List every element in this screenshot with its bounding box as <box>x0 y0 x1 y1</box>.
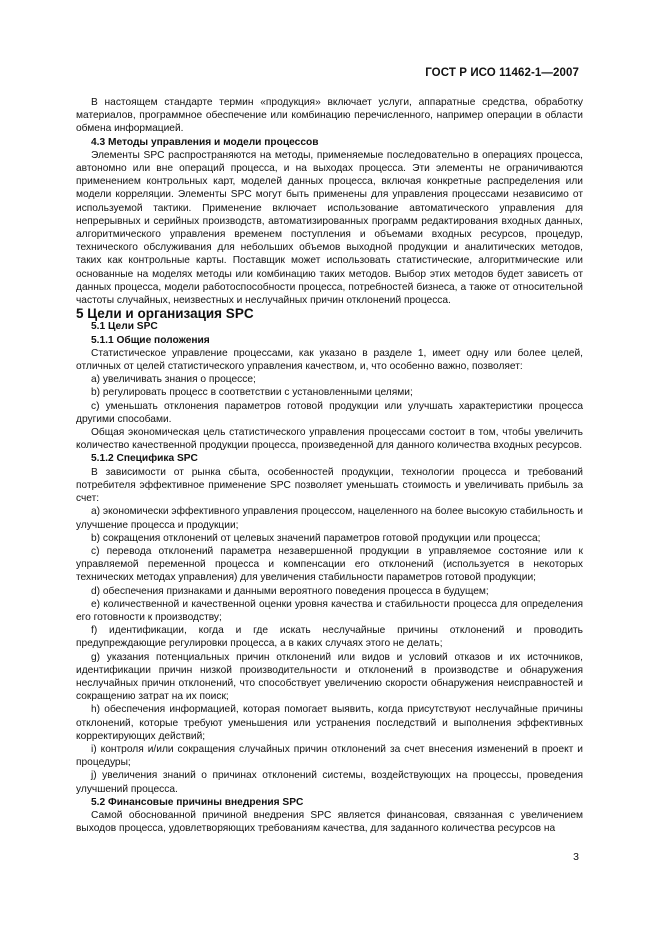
list-item: j) увеличения знаний о причинах отклонений системы, воздействующих на процессы, проведения улучшений процесса. <box>76 770 583 795</box>
list-item: g) указания потенциальных причин отклонений или видов и условий отказов и их источников, идентификации причин низкой производительности и отклонений в производстве и обнаружения неслучайных причин отклонений, что способствует увеличению скорости обнаружения неисправностей и сокращению затрат на их поиск; <box>76 651 583 703</box>
page-content <box>76 96 583 835</box>
list-item: d) обеспечения признаками и данными вероятного поведения процесса в будущем; <box>91 585 489 597</box>
subsection-heading: 5.1 Цели SPC <box>91 321 158 333</box>
subsection-heading: 5.1.2 Специфика SPC <box>91 453 198 465</box>
paragraph: В зависимости от рынка сбыта, особенностей продукции, технологии процесса и требований потребителя эффективное применение SPC позволяет уменьшать стоимость и увеличивать прибыль за счет: <box>76 466 583 505</box>
document-header: ГОСТ Р ИСО 11462-1—2007 <box>425 67 579 79</box>
list-item: b) сокращения отклонений от целевых значений параметров готовой продукции или процесса; <box>91 532 541 544</box>
page-number: 3 <box>573 851 579 863</box>
list-item: f) идентификации, когда и где искать неслучайные причины отклонений и проводить предупреждающие регулировки процесса, а в каких случаях этого не делать; <box>76 625 583 650</box>
paragraph: Самой обоснованной причиной внедрения SPC является финансовая, связанная с увеличением выходов процесса, удовлетворяющих требованиям качества, для заданного количества ресурсов на <box>76 809 583 835</box>
paragraph: В настоящем стандарте термин «продукция» включает услуги, аппаратные средства, обработку материалов, программное обеспечение или комбинацию перечисленного, например операции в области обмена информацией. <box>76 97 583 135</box>
list-item: h) обеспечения информацией, которая помогает выявить, когда присутствуют неслучайные причины отклонений, которые требуют уменьшения или устранения последствий и выполнения эффективных корректирующих действий; <box>76 704 583 742</box>
subsection-heading: 5.2 Финансовые причины внедрения SPC <box>91 796 304 808</box>
list-item: с) перевода отклонений параметра незавершенной продукции в управляемое состояние или к управляемой переменной процесса и компенсации его отклонений (используется в некоторых технических методах управления) для увеличения стабильности параметров готовой продукции; <box>76 545 583 584</box>
paragraph: Общая экономическая цель статистического управления процессами состоит в том, чтобы увеличить количество качественной продукции процесса, произведенной для данного количества входных ресурсов. <box>76 427 583 452</box>
list-item: е) количественной и качественной оценки уровня качества и стабильности процесса для определения его готовности к производству; <box>76 598 583 623</box>
list-item: с) уменьшать отклонения параметров готовой продукции или улучшать характеристики процесса другими способами. <box>76 400 583 425</box>
list-item: b) регулировать процесс в соответствии с установленными целями; <box>91 387 413 399</box>
subsection-heading: 4.3 Методы управления и модели процессов <box>91 136 319 148</box>
list-item: а) экономически эффективного управления процессом, нацеленного на более высокую стабильность и улучшение процесса и продукции; <box>76 506 583 531</box>
list-item: а) увеличивать знания о процессе; <box>91 374 256 386</box>
section-heading: 5 Цели и организация SPC <box>76 306 254 322</box>
list-item: i) контроля и/или сокращения случайных причин отклонений за счет внесения изменений в проект и процедуры; <box>76 743 583 769</box>
paragraph: Элементы SPC распространяются на методы, применяемые последовательно в операциях процесса, автономно или вне операций процесса, и на выходах процесса. Эти элементы не ограничиваются применением контрольных карт, моделей данных процесса, включая конкретные распределения или модели корреляции. Элементы SPC могут быть применены для управления процессами независимо от используемой тактики. Применение включает использование автоматического управления для непрерывных и серийных производств, автоматизированных программ редактирования входных данных, алгоритмического управления временем поступления и объемами входных ресурсов, процедур, технического обслуживания для небольших объемов выходной продукции и аналитических методов, таких как контрольные карты. Поставщик может использовать статистические, алгоритмические или основанные на моделях методы или комбинацию таких методов. Выбор этих методов будет зависеть от данных процесса, модели работоспособности процесса, потребностей бизнеса, а также от относительной частоты случайных, неизвестных и неслучайных причин отклонений процесса. <box>76 149 583 307</box>
paragraph: Статистическое управление процессами, как указано в разделе 1, имеет одну или более целей, отличных от целей статистического управления качеством, и, что особенно важно, позволяет: <box>76 347 583 373</box>
subsection-heading: 5.1.1 Общие положения <box>91 334 210 346</box>
